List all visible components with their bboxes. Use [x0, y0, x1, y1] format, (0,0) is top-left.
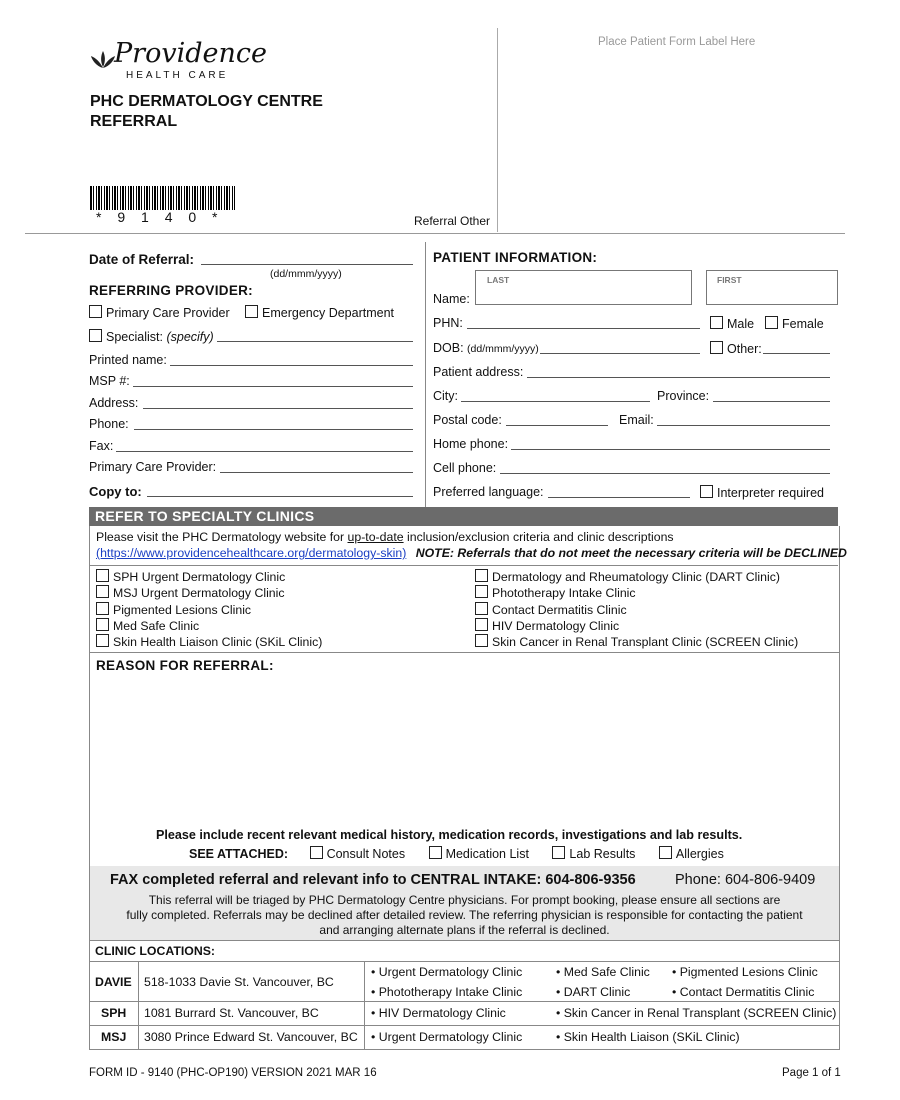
specialist-option[interactable]: [89, 329, 214, 344]
clinics-left-list: [96, 569, 322, 650]
loc-hline-2: [89, 1001, 840, 1002]
msj-clinic-skil: • Skin Health Liaison (SKiL Clinic): [556, 1030, 740, 1044]
phn-field[interactable]: [467, 328, 700, 329]
cell-phone-field[interactable]: [500, 473, 830, 474]
home-phone-field[interactable]: [511, 449, 830, 450]
specialty-clinics-heading: REFER TO SPECIALTY CLINICS: [95, 508, 315, 524]
emergency-department-checkbox[interactable]: [245, 305, 258, 318]
first-name-caption: FIRST: [717, 275, 742, 285]
date-of-referral-field[interactable]: [201, 264, 413, 265]
consult-notes-checkbox[interactable]: [310, 846, 323, 859]
clinics-divider: [89, 565, 838, 566]
fax-label: Fax:: [89, 439, 114, 453]
dob-field[interactable]: [540, 353, 700, 354]
patient-label-placeholder: Place Patient Form Label Here: [598, 36, 756, 48]
other-field[interactable]: [763, 353, 830, 354]
barcode: [90, 186, 235, 210]
fax-central-intake: FAX completed referral and relevant info to CENTRAL INTAKE: 604-806-9356: [110, 872, 636, 888]
clinic-option[interactable]: [96, 569, 322, 585]
medication-list-option[interactable]: [429, 847, 529, 861]
declined-note: NOTE: Referrals that do not meet the necessary criteria will be DECLINED: [415, 546, 847, 560]
consult-notes-option[interactable]: [310, 847, 406, 861]
header-divider-horizontal: [25, 233, 845, 234]
triage-text: [89, 893, 840, 938]
specialist-label: Specialist:: [106, 330, 163, 344]
lab-results-option[interactable]: [552, 847, 635, 861]
phone-label: Phone:: [89, 417, 129, 431]
davie-clinic-dart: • DART Clinic: [556, 985, 631, 999]
email-field[interactable]: [657, 425, 830, 426]
lotus-icon: [90, 50, 116, 70]
clinic-checkbox[interactable]: [475, 569, 488, 582]
column-divider: [425, 242, 426, 507]
primary-care-provider-label: Primary Care Provider: [106, 306, 230, 320]
clinics-url-line: [96, 546, 847, 560]
primary-care-provider-checkbox[interactable]: [89, 305, 102, 318]
sph-clinic-hiv: • HIV Dermatology Clinic: [371, 1006, 506, 1020]
header-divider-vertical: [497, 28, 498, 232]
dob-label: [433, 341, 539, 355]
clinic-checkbox[interactable]: [475, 634, 488, 647]
msj-clinic-urgent: • Urgent Dermatology Clinic: [371, 1030, 523, 1044]
last-name-input[interactable]: [475, 270, 692, 305]
intro-post: inclusion/exclusion criteria and clinic descriptions: [403, 530, 674, 544]
referral-other: Referral Other: [414, 214, 491, 228]
other-option[interactable]: [710, 341, 762, 356]
preferred-language-label: Preferred language:: [433, 485, 544, 499]
clinic-label: Phototherapy Intake Clinic: [492, 586, 636, 601]
msj-address: 3080 Prince Edward St. Vancouver, BC: [144, 1030, 358, 1044]
date-format-hint: (dd/mmm/yyyy): [270, 268, 342, 280]
central-intake-phone: Phone: 604-806-9409: [675, 872, 816, 888]
primary-care-provider-option[interactable]: [89, 305, 230, 320]
specify-hint: (specify): [166, 330, 214, 344]
printed-name-field[interactable]: [170, 365, 413, 366]
referring-provider-heading: REFERRING PROVIDER:: [89, 283, 253, 298]
see-attached-row: [189, 846, 724, 861]
female-label: Female: [782, 317, 824, 331]
home-phone-label: Home phone:: [433, 437, 509, 451]
primary-care-provider-label2: Primary Care Provider:: [89, 460, 217, 474]
clinic-checkbox[interactable]: [475, 618, 488, 631]
clinic-label: Skin Health Liaison Clinic (SKiL Clinic): [113, 635, 323, 650]
davie-clinic-urgent: • Urgent Dermatology Clinic: [371, 965, 523, 979]
female-checkbox[interactable]: [765, 316, 778, 329]
province-field[interactable]: [713, 401, 830, 402]
last-name-caption: LAST: [487, 275, 510, 285]
page-number: Page 1 of 1: [782, 1067, 841, 1079]
davie-clinic-pigmented: • Pigmented Lesions Clinic: [672, 965, 818, 979]
clinics-intro: [96, 530, 674, 544]
city-field[interactable]: [461, 401, 650, 402]
consult-notes-label: Consult Notes: [326, 847, 406, 861]
davie-clinic-phototherapy: • Phototherapy Intake Clinic: [371, 985, 523, 999]
preferred-language-field[interactable]: [548, 497, 690, 498]
clinic-label: Skin Cancer in Renal Transplant Clinic (SCREEN Clinic): [492, 635, 799, 650]
primary-care-provider-field[interactable]: [220, 472, 413, 473]
email-label: Email:: [619, 413, 654, 427]
dermatology-website-link[interactable]: (https://www.providencehealthcare.org/dermatology-skin): [96, 546, 407, 560]
clinic-checkbox[interactable]: [475, 602, 488, 615]
phone-field[interactable]: [134, 429, 413, 430]
clinic-option[interactable]: [475, 618, 798, 634]
dob-format-hint: (dd/mmm/yyyy): [467, 343, 539, 355]
medication-list-checkbox[interactable]: [429, 846, 442, 859]
interpreter-option[interactable]: [700, 485, 824, 500]
clinic-option[interactable]: [96, 602, 322, 618]
other-checkbox[interactable]: [710, 341, 723, 354]
copy-to-field[interactable]: [147, 496, 413, 497]
emergency-department-label: Emergency Department: [262, 306, 395, 320]
clinic-label: SPH Urgent Dermatology Clinic: [113, 570, 286, 584]
address-field[interactable]: [143, 408, 413, 409]
male-checkbox[interactable]: [710, 316, 723, 329]
clinic-label: MSJ Urgent Dermatology Clinic: [113, 586, 285, 601]
interpreter-checkbox[interactable]: [700, 485, 713, 498]
clinic-option[interactable]: [475, 569, 798, 585]
sph-code: SPH: [101, 1006, 127, 1020]
loc-hline-1: [89, 961, 840, 962]
triage-line3: and arranging alternate plans if the referral is declined.: [319, 923, 610, 937]
fax-field[interactable]: [116, 451, 413, 452]
msj-code: MSJ: [101, 1030, 127, 1044]
clinic-label: HIV Dermatology Clinic: [492, 618, 620, 633]
postal-code-field[interactable]: [506, 425, 608, 426]
province-label: Province:: [657, 389, 710, 403]
davie-clinic-contact: • Contact Dermatitis Clinic: [672, 985, 815, 999]
clinic-label: Pigmented Lesions Clinic: [113, 602, 252, 617]
msp-label: MSP #:: [89, 374, 130, 388]
clinic-option[interactable]: [475, 634, 798, 650]
interpreter-label: Interpreter required: [717, 486, 825, 500]
lab-results-checkbox[interactable]: [552, 846, 565, 859]
first-name-input[interactable]: [706, 270, 838, 305]
dob-text: DOB:: [433, 341, 464, 355]
logo-word: Providence: [114, 38, 267, 69]
clinic-locations-heading: CLINIC LOCATIONS:: [95, 944, 215, 958]
form-title-line2: REFERRAL: [90, 113, 178, 130]
address-label: Address:: [89, 396, 139, 410]
city-label: City:: [433, 389, 458, 403]
clinic-checkbox[interactable]: [96, 618, 109, 631]
allergies-option[interactable]: [659, 847, 724, 861]
davie-clinic-medsafe: • Med Safe Clinic: [556, 965, 650, 979]
date-of-referral-label: Date of Referral:: [89, 252, 195, 267]
phn-label: PHN:: [433, 316, 463, 330]
form-title-line1: PHC DERMATOLOGY CENTRE: [90, 93, 323, 110]
form-id: FORM ID - 9140 (PHC-OP190) VERSION 2021 MAR 16: [89, 1067, 377, 1079]
clinic-checkbox[interactable]: [475, 585, 488, 598]
clinic-label: Med Safe Clinic: [113, 618, 200, 633]
triage-line1: This referral will be triaged by PHC Dermatology Centre physicians. For prompt booking, please ensure all sections are: [148, 893, 781, 907]
clinic-option[interactable]: [96, 618, 322, 634]
clinic-label: Dermatology and Rheumatology Clinic (DART Clinic): [492, 570, 780, 584]
clinic-option[interactable]: [475, 602, 798, 618]
lab-results-label: Lab Results: [569, 847, 636, 861]
see-attached-label: SEE ATTACHED:: [189, 847, 289, 861]
clinic-option[interactable]: [96, 634, 322, 650]
logo-subtitle: HEALTH CARE: [126, 70, 229, 81]
clinic-checkbox[interactable]: [96, 585, 109, 598]
female-option[interactable]: [765, 316, 824, 331]
postal-code-label: Postal code:: [433, 413, 502, 427]
other-label: Other:: [727, 342, 762, 356]
patient-address-label: Patient address:: [433, 365, 524, 379]
davie-code: DAVIE: [95, 975, 132, 989]
allergies-label: Allergies: [675, 847, 724, 861]
providence-logo: [90, 30, 267, 85]
medication-list-label: Medication List: [445, 847, 529, 861]
loc-vline-1: [138, 961, 139, 1049]
printed-name-label: Printed name:: [89, 353, 167, 367]
specialty-clinics-header: [89, 507, 838, 526]
clinic-checkbox[interactable]: [96, 602, 109, 615]
sph-clinic-screen: • Skin Cancer in Renal Transplant (SCREEN Clinic): [556, 1006, 837, 1020]
loc-vline-2: [364, 961, 365, 1049]
clinic-checkbox[interactable]: [96, 569, 109, 582]
loc-hline-3: [89, 1025, 840, 1026]
clinic-label: Contact Dermatitis Clinic: [492, 602, 627, 617]
intro-pre: Please visit the PHC Dermatology website for: [96, 530, 348, 544]
copy-to-label: Copy to:: [89, 484, 142, 499]
davie-address: 518-1033 Davie St. Vancouver, BC: [144, 975, 334, 989]
emergency-department-option[interactable]: [245, 305, 394, 320]
reason-heading: REASON FOR REFERRAL:: [96, 658, 274, 673]
intro-uptodate: up-to-date: [347, 530, 404, 544]
sph-address: 1081 Burrard St. Vancouver, BC: [144, 1006, 319, 1020]
allergies-checkbox[interactable]: [659, 846, 672, 859]
male-option[interactable]: [710, 316, 754, 331]
specialist-checkbox[interactable]: [89, 329, 102, 342]
barcode-text: * 9 1 4 0 *: [96, 209, 224, 225]
clinic-option[interactable]: [475, 585, 798, 601]
clinic-option[interactable]: [96, 585, 322, 601]
clinics-right-list: [475, 569, 798, 650]
cell-phone-label: Cell phone:: [433, 461, 497, 475]
specialist-field[interactable]: [217, 341, 413, 342]
clinic-checkbox[interactable]: [96, 634, 109, 647]
msp-field[interactable]: [133, 386, 413, 387]
patient-address-field[interactable]: [527, 377, 830, 378]
triage-line2: fully completed. Referrals may be declined after detailed review. The referring physician is responsible for contacting the patient: [126, 908, 803, 922]
patient-information-heading: PATIENT INFORMATION:: [433, 250, 598, 265]
male-label: Male: [727, 317, 755, 331]
include-history-text: Please include recent relevant medical history, medication records, investigations and lab results.: [156, 828, 743, 842]
name-label: Name:: [433, 292, 470, 306]
